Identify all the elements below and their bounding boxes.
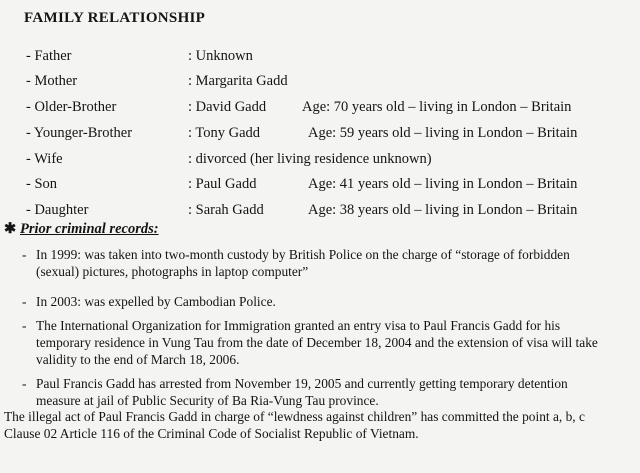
list-dash: - bbox=[22, 376, 27, 391]
section-heading: FAMILY RELATIONSHIP bbox=[24, 10, 206, 26]
relationship-label: - Father bbox=[26, 48, 72, 64]
closing-paragraph: The illegal act of Paul Francis Gadd in charge of “lewdness against children” has committed the point a, b, c Clause 02 Article 116 of the Criminal Code of Socialist Republic of Vietnam. bbox=[4, 409, 585, 441]
list-dash: - bbox=[22, 247, 27, 262]
relationship-label: - Son bbox=[26, 176, 58, 192]
relationship-note: Age: 41 years old – living in London – Britain bbox=[308, 176, 578, 192]
criminal-record-item bbox=[22, 375, 608, 409]
criminal-record-text: In 2003: was expelled by Cambodian Police. bbox=[36, 294, 276, 309]
relationship-label: - Daughter bbox=[26, 202, 89, 218]
relationship-value: : Unknown bbox=[188, 48, 253, 64]
criminal-record-item bbox=[22, 293, 608, 310]
relationship-value: : Margarita Gadd bbox=[188, 73, 288, 89]
relationship-label: - Older-Brother bbox=[26, 99, 117, 115]
relationship-value: : Sarah Gadd bbox=[188, 202, 264, 218]
prior-records-title: Prior criminal records: bbox=[20, 221, 159, 237]
asterisk-bullet-icon: ✱ bbox=[4, 221, 17, 237]
relationship-label: - Mother bbox=[26, 73, 78, 89]
relationship-value: : Paul Gadd bbox=[188, 176, 257, 192]
list-dash: - bbox=[22, 294, 27, 309]
list-dash: - bbox=[22, 318, 27, 333]
relationship-value: : David Gadd bbox=[188, 99, 267, 115]
criminal-record-item bbox=[22, 246, 608, 280]
relationship-note: Age: 59 years old – living in London – Britain bbox=[308, 125, 578, 141]
criminal-record-text: The International Organization for Immigration granted an entry visa to Paul Francis Gadd for his temporary residence in Vung Tau from the date of December 18, 2004 and the extension of visa will take validity to the end of March 18, 2006. bbox=[36, 318, 598, 367]
relationship-note: Age: 70 years old – living in London – Britain bbox=[302, 99, 572, 115]
relationship-value: : Tony Gadd bbox=[188, 125, 261, 141]
criminal-record-text: Paul Francis Gadd has arrested from November 19, 2005 and currently getting temporary detention measure at jail of Public Security of Ba Ria-Vung Tau province. bbox=[36, 376, 568, 408]
relationship-label: - Wife bbox=[26, 151, 63, 167]
criminal-record-item bbox=[22, 317, 608, 368]
relationship-value: : divorced (her living residence unknown) bbox=[188, 151, 432, 167]
relationship-note: Age: 38 years old – living in London – Britain bbox=[308, 202, 578, 218]
criminal-record-text: In 1999: was taken into two-month custody by British Police on the charge of “storage of forbidden (sexual) pictures, photographs in laptop computer” bbox=[36, 247, 570, 279]
prior-records-heading bbox=[4, 221, 159, 238]
relationship-label: - Younger-Brother bbox=[26, 125, 133, 141]
